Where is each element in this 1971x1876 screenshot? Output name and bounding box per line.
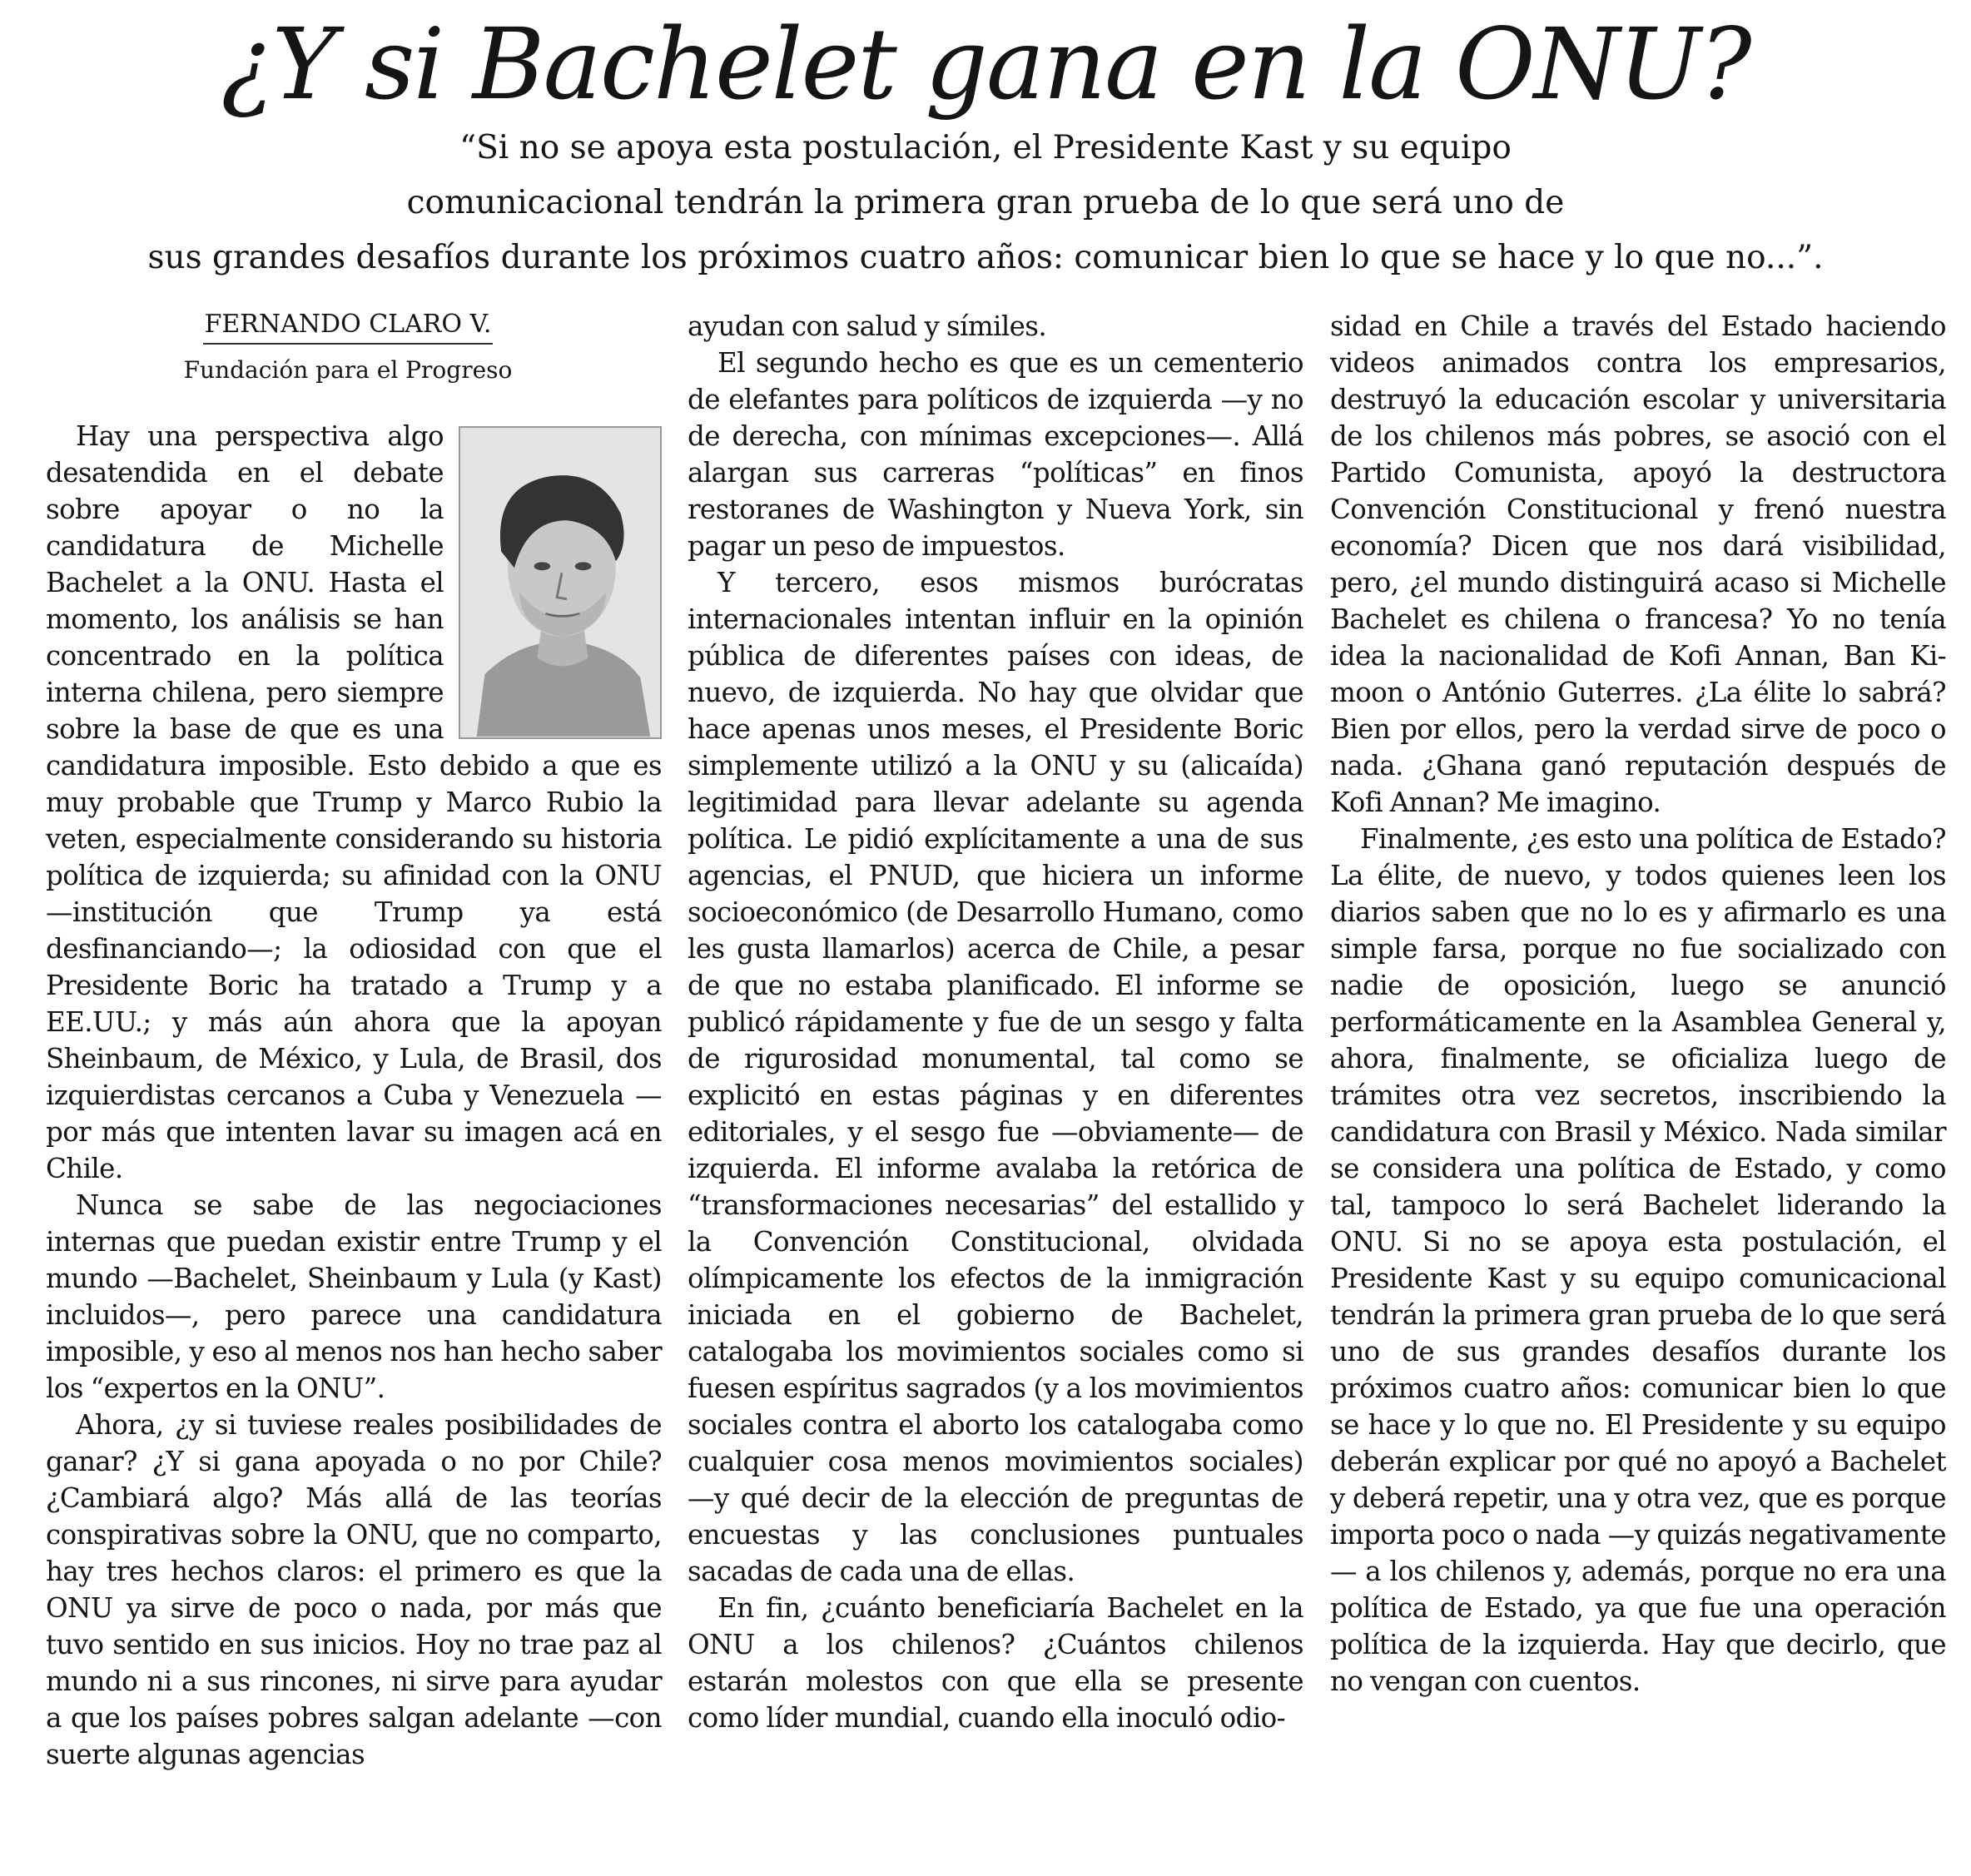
article-column-2	[688, 308, 1303, 1736]
article-column-3	[1330, 308, 1946, 1700]
paragraph: En fin, ¿cuánto beneficiaría Bachelet en la ONU a los chilenos? ¿Cuántos chilenos estarán molestos con que ella se presente como líder mundial, cuando ella inoculó odio-	[688, 1592, 1303, 1734]
author-photo	[459, 426, 662, 739]
paragraph: Finalmente, ¿es esto una política de Estado? La élite, de nuevo, y todos quienes leen los diarios saben que no lo es y afirmarlo es una simple farsa, porque no fue socializado con nadie de oposición, luego se anunció performáticamente en la Asamblea General y, ahora, finalmente, se oficializa luego de trámites otra vez secretos, inscribiendo la candidatura con Brasil y México. Nada similar se considera una política de Estado, y como tal, tampoco lo será Bachelet liderando la ONU. Si no se apoya esta postulación, el Presidente Kast y su equipo comunicacional tendrán la primera gran prueba de lo que será uno de sus grandes desafíos durante los próximos cuatro años: comunicar bien lo que se hace y lo que no. El Presidente y su equipo deberán explicar por qué no apoyó a Bachelet y deberá repetir, una y otra vez, que es porque importa poco o nada —y quizás negativamente— a los chilenos y, además, porque no era una política de Estado, ya que fue una operación política de la izquierda. Hay que decirlo, que no vengan con cuentos.	[1330, 823, 1946, 1697]
deck-line: “Si no se apoya esta postulación, el Presidente Kast y su equipo	[459, 129, 1512, 166]
author-name: FERNANDO CLARO V.	[203, 306, 494, 345]
deck-line: comunicacional tendrán la primera gran prueba de lo que será uno de	[406, 184, 1565, 221]
paragraph-text: Hay una perspectiva algo desatendida en el debate sobre apoyar o no la candidatura de Michelle Bachelet a la ONU. Hasta el momento, los análisis se han concentrado en la política interna chilena, pero siempre sobre la base de que es una candidatura imposible. Esto debido a que es muy probable que Trump y Marco Rubio la veten, especialmente considerando su historia política de izquierda; su afinidad con la ONU —institución que Trump ya está desfinanciando—; la odiosidad con que el Presidente Boric ha tratado a Trump y a EE.UU.; y más aún ahora que la apoyan Sheinbaum, de México, y Lula, de Brasil, dos izquierdistas cercanos a Cuba y Venezuela —por más que intenten lavar su imagen acá en Chile.	[46, 420, 662, 1184]
byline	[40, 306, 656, 395]
paragraph: ayudan con salud y símiles.	[688, 310, 1047, 342]
paragraph	[46, 418, 662, 1187]
paragraph: El segundo hecho es que es un cementerio de elefantes para políticos de izquierda —y no de derecha, con mínimas excepciones—. Allá alargan sus carreras “políticas” en finos restoranes de Washington y Nueva York, sin pagar un peso de impuestos.	[688, 347, 1303, 562]
paragraph: Nunca se sabe de las negociaciones internas que puedan existir entre Trump y el mundo —Bachelet, Sheinbaum y Lula (y Kast) incluidos—, pero parece una candidatura imposible, y eso al menos nos han hecho saber los “expertos en la ONU”.	[46, 1189, 662, 1404]
headline: ¿Y si Bachelet gana en la ONU?	[221, 7, 1750, 122]
author-affiliation: Fundación para el Progreso	[183, 356, 513, 384]
paragraph: Y tercero, esos mismos burócratas internacionales intentan influir en la opinión pública de diferentes países con ideas, de nuevo, de izquierda. No hay que olvidar que hace apenas unos meses, el Presidente Boric simplemente utilizó a la ONU y su (alicaída) legitimidad para llevar adelante su agenda política. Le pidió explícitamente a una de sus agencias, el PNUD, que hiciera un informe socioeconómico (de Desarrollo Humano, como les gusta llamarlos) acerca de Chile, a pesar de que no estaba planificado. El informe se publicó rápidamente y fue de un sesgo y falta de rigurosidad monumental, tal como se explicitó en estas páginas y en diferentes editoriales, y el sesgo fue —obviamente— de izquierda. El informe avalaba la retórica de “transformaciones necesarias” del estallido y la Convención Constitucional, olvidada olímpicamente los efectos de la inmigración iniciada en el gobierno de Bachelet, catalogaba los movimientos sociales como si fuesen espíritus sagrados (y a los movimientos sociales contra el aborto los catalogaba como cualquier cosa menos movimientos sociales) —y qué decir de la elección de preguntas de encuestas y las conclusiones puntuales sacadas de cada una de ellas.	[688, 567, 1303, 1587]
deck-quote	[0, 121, 1971, 285]
paragraph: sidad en Chile a través del Estado haciendo videos animados contra los empresarios, destruyó la educación escolar y universitaria de los chilenos más pobres, se asoció con el Partido Comunista, apoyó la destructora Convención Constitucional y frenó nuestra economía? Dicen que nos dará visibilidad, pero, ¿el mundo distinguirá acaso si Michelle Bachelet es chilena o francesa? Yo no tenía idea la nacionalidad de Kofi Annan, Ban Ki-moon o António Guterres. ¿La élite lo sabrá? Bien por ellos, pero la verdad sirve de poco o nada. ¿Ghana ganó reputación después de Kofi Annan? Me imagino.	[1330, 310, 1946, 818]
paragraph: Ahora, ¿y si tuviese reales posibilidades de ganar? ¿Y si gana apoyada o no por Chile? ¿Cambiará algo? Más allá de las teorías conspirativas sobre la ONU, que no comparto, hay tres hechos claros: el primero es que la ONU ya sirve de poco o nada, por más que tuvo sentido en sus inicios. Hoy no trae paz al mundo ni a sus rincones, ni sirve para ayudar a que los países pobres salgan adelante —con suerte algunas agencias	[46, 1409, 662, 1770]
deck-line: sus grandes desafíos durante los próximos cuatro años: comunicar bien lo que se hace y lo que no...”.	[147, 239, 1824, 276]
article-column-1	[46, 418, 662, 1773]
